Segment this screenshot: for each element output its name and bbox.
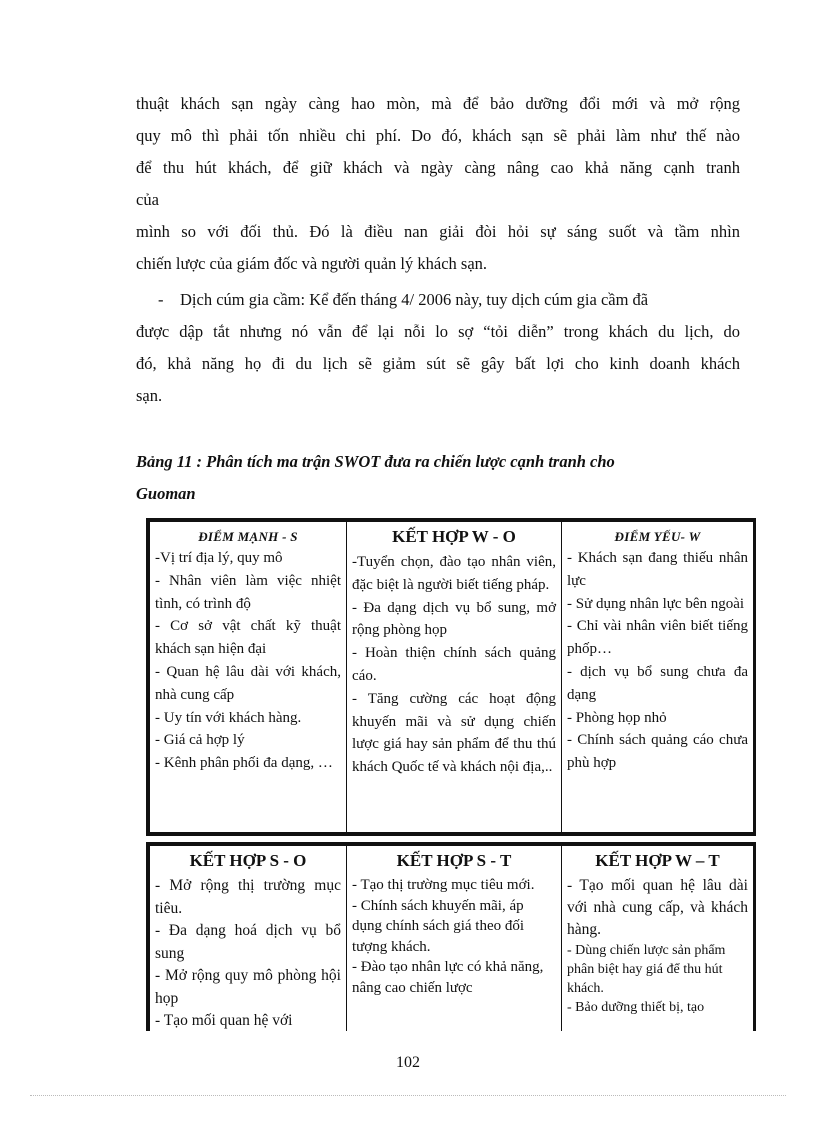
list-item: - Dùng chiến lược sản phẩm phân biệt hay giá để thu hút khách. xyxy=(567,943,726,996)
weaknesses-cell xyxy=(562,522,754,833)
list-item: - Khách sạn đang thiếu nhân lực xyxy=(567,550,748,589)
page-number: 102 xyxy=(396,1054,420,1071)
text-line: sạn. xyxy=(136,386,163,405)
list-item: - dịch vụ bổ sung chưa đa dạng xyxy=(567,663,748,703)
list-item: - Uy tín với khách hàng. xyxy=(155,709,302,726)
weaknesses-title: ĐIỂM YẾU- W xyxy=(614,529,701,544)
text-line: của xyxy=(136,190,159,209)
body-paragraph-2 xyxy=(136,284,740,412)
wo-cell xyxy=(347,522,562,833)
list-item: - Đào tạo nhân lực có khả năng, nâng cao chiến lược xyxy=(352,959,544,996)
list-item: - Cơ sở vật chất kỹ thuật khách sạn hiện đại xyxy=(155,618,341,658)
caption-line-2: Guoman xyxy=(136,484,196,503)
text-line: chiến lược của giám đốc và người quản lý khách sạn. xyxy=(136,254,488,273)
list-item: - Tạo mối quan hệ với xyxy=(155,1012,293,1029)
list-item: - Mở rộng quy mô phòng hội họp xyxy=(155,967,341,1007)
swot-table-bottom xyxy=(146,842,756,1031)
body-paragraph-1 xyxy=(136,88,740,280)
list-item: - Mở rộng thị trường mục tiêu. xyxy=(155,877,341,917)
wt-cell xyxy=(562,846,754,1032)
text-line: mình so với đối thủ. Đó là điều nan giải đòi hỏi sự sáng suốt và tầm nhìn xyxy=(136,222,740,241)
caption-line-1: Bảng 11 : Phân tích ma trận SWOT đưa ra chiến lược cạnh tranh cho xyxy=(136,452,615,471)
list-item: -Vị trí địa lý, quy mô xyxy=(155,550,283,566)
page-divider xyxy=(30,1095,786,1096)
wt-title: KẾT HỢP W – T xyxy=(595,851,720,870)
list-item: - Đa dạng hoá dịch vụ bổ sung xyxy=(155,922,341,962)
list-item: - Quan hệ lâu dài với khách, nhà cung cấp xyxy=(155,663,341,703)
list-item: - Nhân viên làm việc nhiệt tình, có trình độ xyxy=(155,572,341,612)
st-cell xyxy=(347,846,562,1032)
text-line: - Dịch cúm gia cầm: Kể đến tháng 4/ 2006 này, tuy dịch cúm gia cầm đã xyxy=(158,290,649,309)
list-item: - Đa dạng dịch vụ bổ sung, mở rộng phòng họp xyxy=(352,599,556,639)
list-item: - Chính sách quảng cáo chưa phù hợp xyxy=(567,732,748,772)
text-line: thuật khách sạn ngày càng hao mòn, mà để bảo dưỡng đổi mới và mở rộng xyxy=(136,94,740,113)
table-caption xyxy=(136,446,740,510)
text-line: quy mô thì phải tốn nhiều chi phí. Do đó, khách sạn sẽ phải làm như thế nào xyxy=(136,126,740,145)
list-item: - Giá cả hợp lý xyxy=(155,732,245,749)
strengths-title: ĐIỂM MẠNH - S xyxy=(198,529,298,544)
so-title: KẾT HỢP S - O xyxy=(189,851,307,870)
list-item: - Tăng cường các hoạt động khuyến mãi và sử dụng chiến lược giá hay sản phẩm để thu thú khách Quốc tế và khách nội địa,.. xyxy=(352,690,556,776)
so-cell xyxy=(150,846,347,1032)
list-item: - Kênh phân phối đa dạng, … xyxy=(155,755,333,772)
text-line: được dập tắt nhưng nó vẫn để lại nỗi lo sợ “tỏi diễn” trong khách du lịch, do xyxy=(136,322,740,341)
list-item: - Hoàn thiện chính sách quảng cáo. xyxy=(352,645,556,684)
list-item: - Sử dụng nhân lực bên ngoài xyxy=(567,595,745,612)
list-item: - Tạo mối quan hệ lâu dài với nhà cung cấp, và khách hàng. xyxy=(567,877,748,938)
list-item: - Tạo thị trường mục tiêu mới. xyxy=(352,877,535,893)
text-line: để thu hút khách, để giữ khách và ngày càng nâng cao khả năng cạnh tranh xyxy=(136,158,740,177)
list-item: -Tuyển chọn, đào tạo nhân viên, đặc biệt là người biết tiếng pháp. xyxy=(352,554,556,593)
wo-title: KẾT HỢP W - O xyxy=(392,527,516,546)
strengths-cell xyxy=(150,522,347,833)
list-item: - Phòng họp nhỏ xyxy=(567,709,667,726)
swot-table-top xyxy=(146,518,756,836)
list-item: - Chỉ vài nhân viên biết tiếng phốp… xyxy=(567,618,748,658)
st-title: KẾT HỢP S - T xyxy=(396,851,512,870)
list-item: - Bảo dưỡng thiết bị, tạo xyxy=(567,1000,705,1015)
list-item: - Chính sách khuyến mãi, áp dụng chính sách giá theo đối tượng khách. xyxy=(352,897,525,955)
text-line: đó, khả năng họ đi du lịch sẽ giảm sút sẽ gây bất lợi cho kinh doanh khách xyxy=(136,354,740,373)
